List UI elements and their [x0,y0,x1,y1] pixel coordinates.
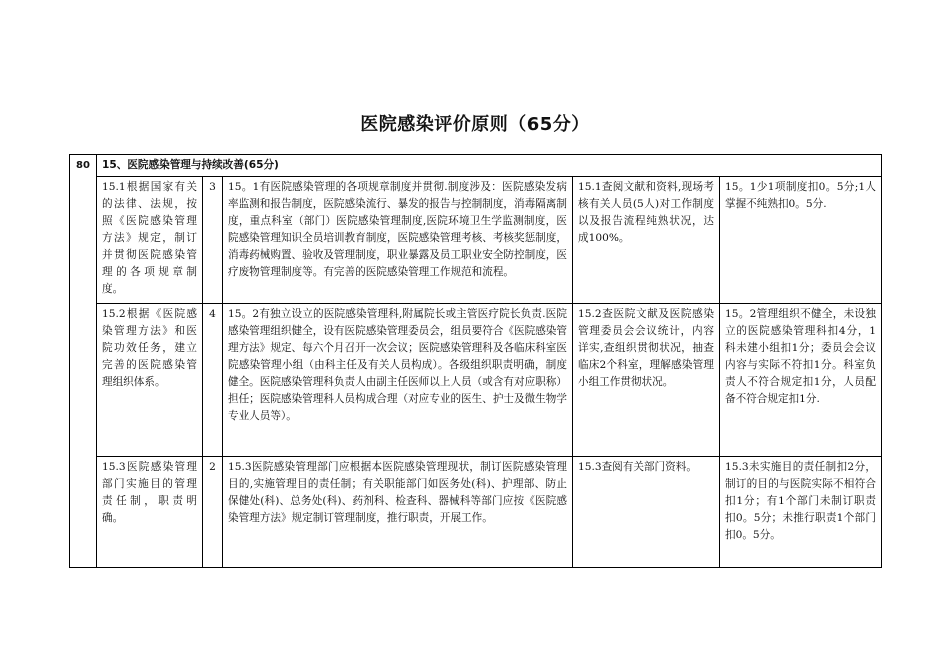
deduction-cell: 15。1少1项制度扣0。5分;1人掌握不纯熟扣0。5分. [720,177,882,304]
table-row [70,304,882,457]
item-cell: 15.1根据国家有关的法律、法规，按照《医院感染管理方法》规定，制订并贯彻医院感染管理的各项规章制度。 [97,177,203,304]
score-cell: 4 [203,304,223,457]
section-number: 80 [70,155,97,568]
section-title: 15、医院感染管理与持续改善(65分) [97,155,882,177]
item-cell: 15.2根据《医院感染管理方法》和医院功效任务，建立完善的医院感染管理组织体系。 [97,304,203,457]
evaluation-table [69,154,882,568]
table-row [70,177,882,304]
method-cell: 15.2查医院文献及医院感染管理委员会会议统计，内容详实,查组织贯彻状况，抽查临床2个科室，理解感染管理小组工作贯彻状况。 [573,304,720,457]
method-cell: 15.1查阅文献和资料,现场考核有关人员(5人)对工作制度以及报告流程纯熟状况，达成100%。 [573,177,720,304]
section-header-row [70,155,882,177]
deduction-cell: 15。2管理组织不健全，未设独立的医院感染管理科扣4分，1科未建小组扣1分；委员会会议内容与实际不符扣1分。科室负责人不符合规定扣1分，人员配备不符合规定扣1分. [720,304,882,457]
score-cell: 2 [203,457,223,568]
requirement-cell: 15.3医院感染管理部门应根据本医院感染管理现状，制订医院感染管理目的,实施管理目的责任制；有关职能部门如医务处(科)、护理部、防止保健处(科)、总务处(科)、药剂科、检查科、器械科等部门应按《医院感染管理方法》规定制订管理制度，推行职责，开展工作。 [223,457,573,568]
table-row [70,457,882,568]
requirement-cell: 15。1有医院感染管理的各项规章制度并贯彻.制度涉及：医院感染发病率监测和报告制度，医院感染流行、暴发的报告与控制制度，消毒隔离制度，重点科室（部门）医院感染管理制度,医院环境卫生学监测制度，医院感染管理知识全员培训教育制度，医院感染管理考核、考核奖惩制度，消毒药械购置、验收及管理制度，职业暴露及员工职业安全防控制度，医疗废物管理制度等。有完善的医院感染管理工作规范和流程。 [223,177,573,304]
method-cell: 15.3查阅有关部门资料。 [573,457,720,568]
score-cell: 3 [203,177,223,304]
item-cell: 15.3医院感染管理部门实施目的管理责任制，职责明确。 [97,457,203,568]
document-title: 医院感染评价原则（65分） [360,114,590,135]
requirement-cell: 15。2有独立设立的医院感染管理科,附属院长或主管医疗院长负责.医院感染管理组织健全，设有医院感染管理委员会，组员要符合《医院感染管理方法》规定、每六个月召开一次会议；医院感染管理科及各临床科室医院感染管理小组（由科主任及有关人员构成）。各级组织职责明确，制度健全。医院感染管理科负责人由副主任医师以上人员（或含有对应职称）担任；医院感染管理科人员构成合理（对应专业的医生、护士及微生物学专业人员等）。 [223,304,573,457]
deduction-cell: 15.3未实施目的责任制扣2分，制订的目的与医院实际不相符合扣1分；有1个部门未制订职责扣0。5分；未推行职责1个部门扣0。5分。 [720,457,882,568]
